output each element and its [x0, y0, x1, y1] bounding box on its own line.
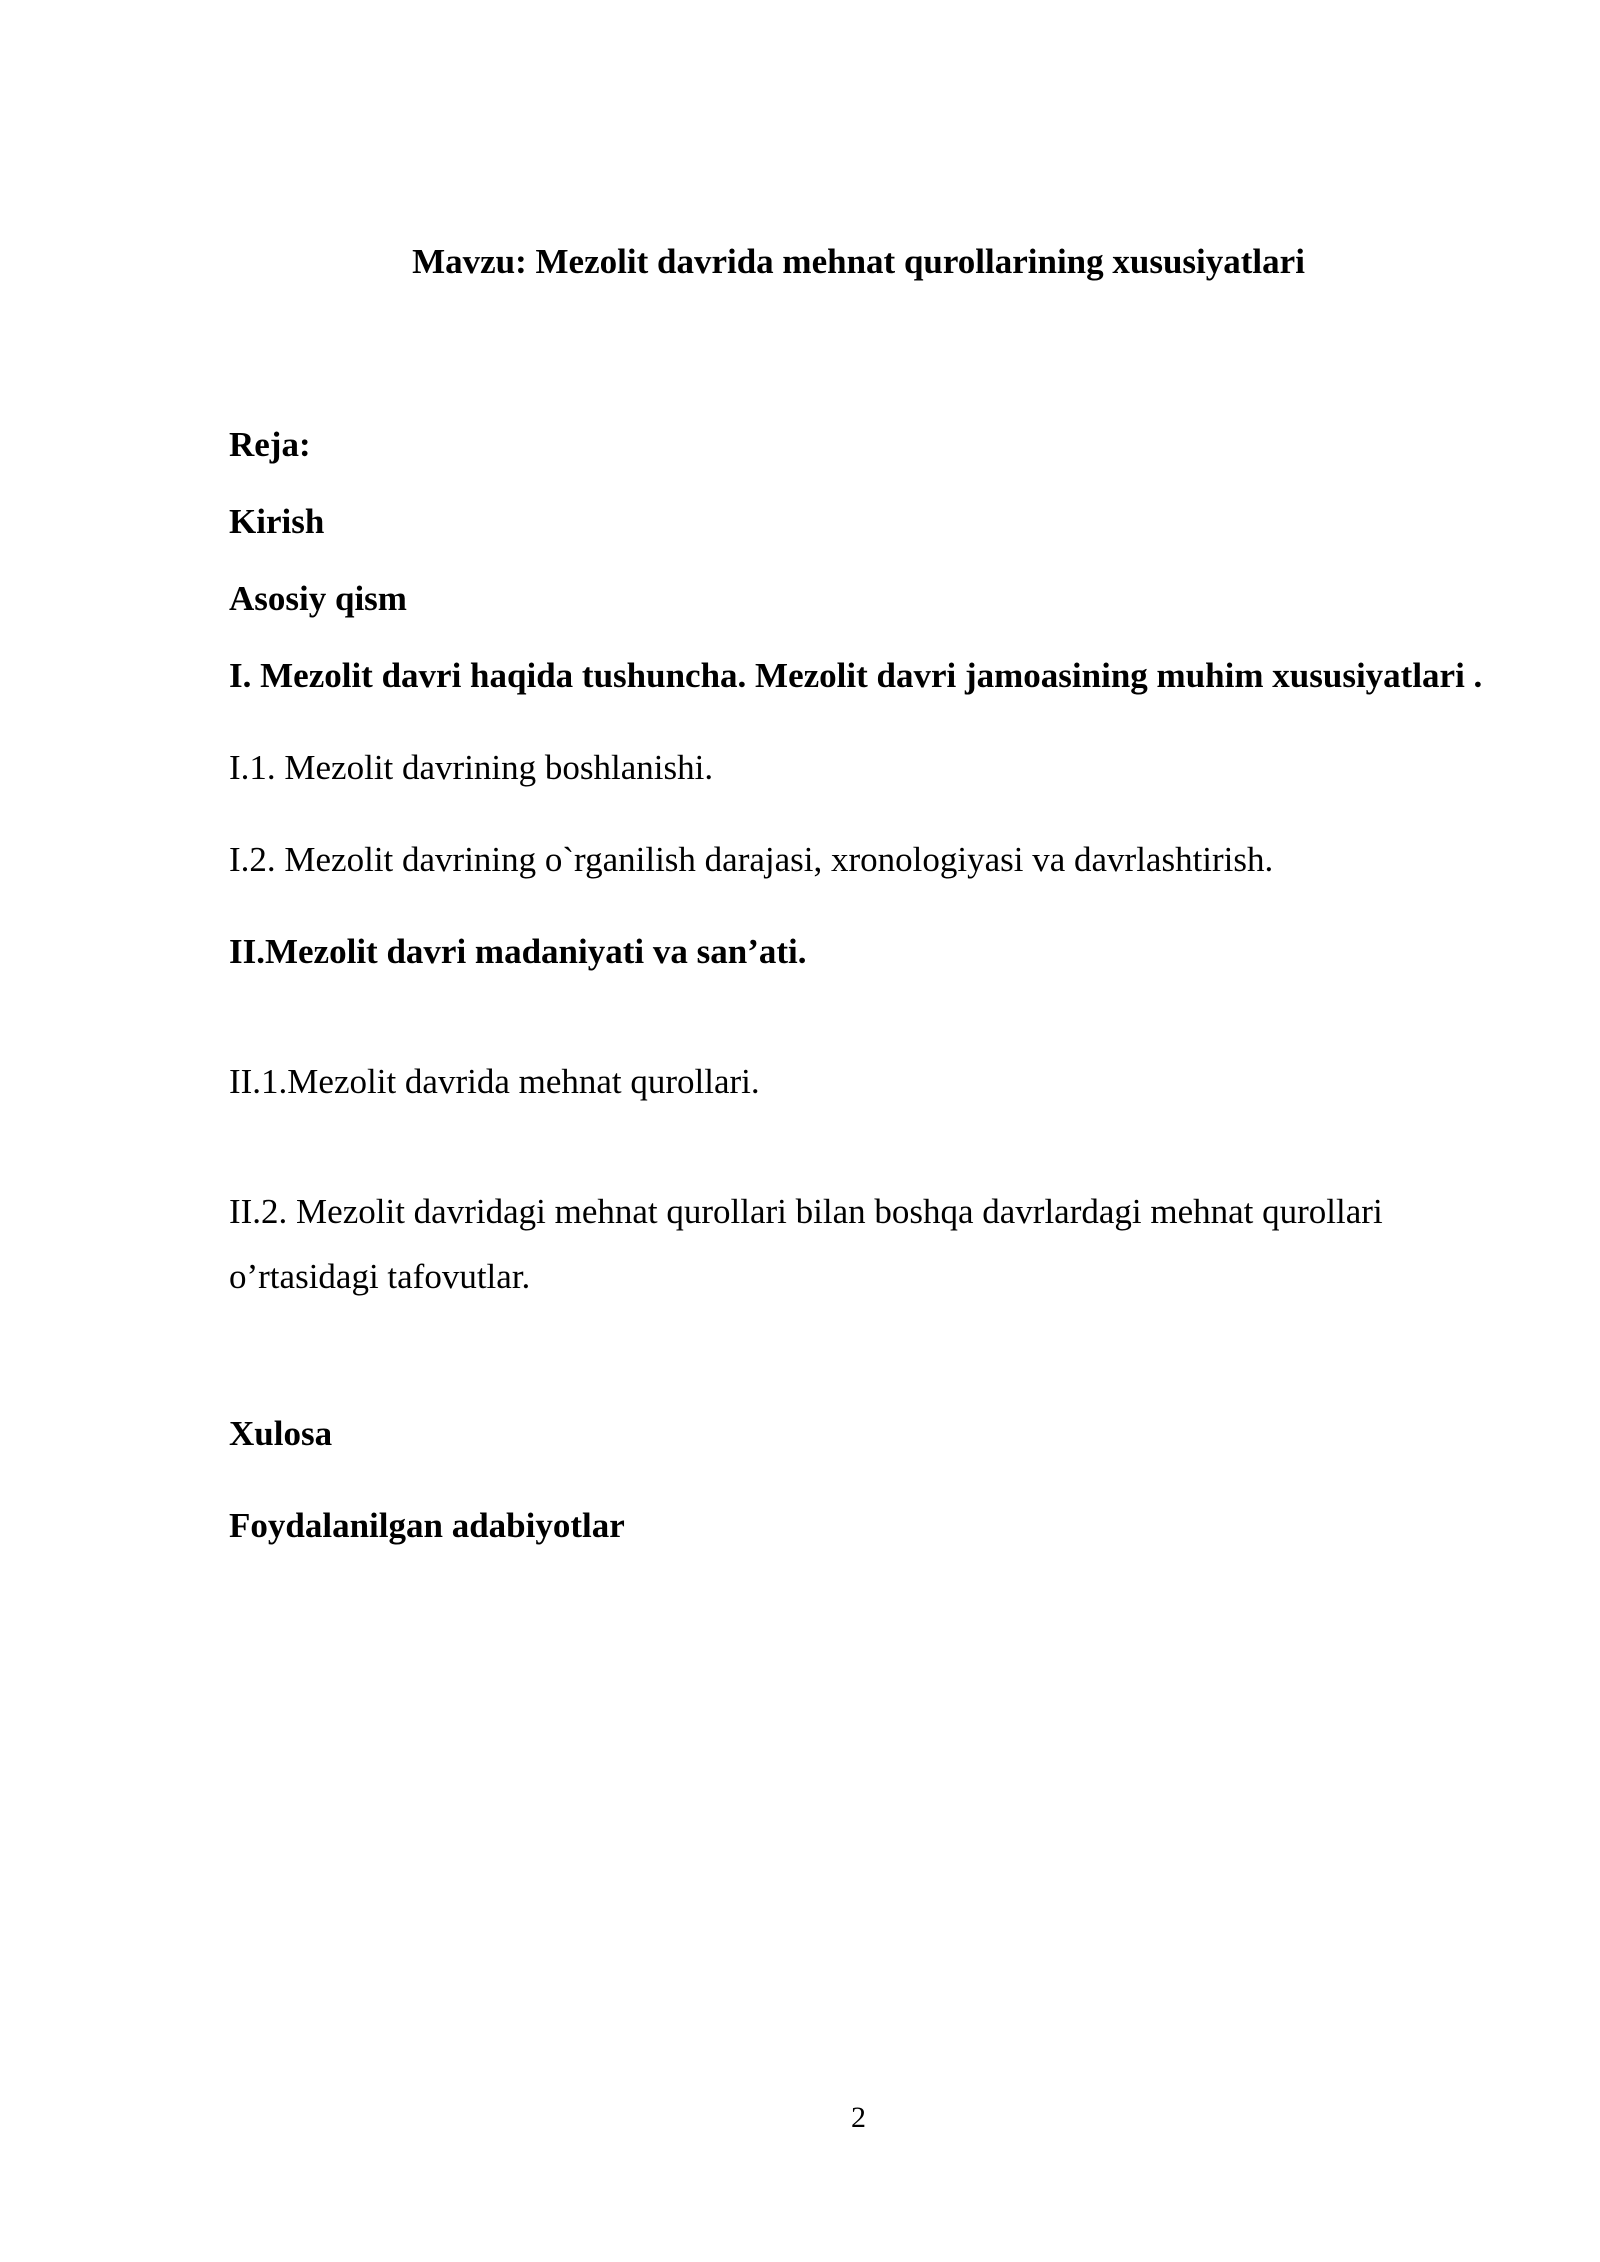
plan-item-section-2-2-continuation: o’rtasidagi tafovutlar.: [229, 1257, 531, 1296]
page-number: 2: [851, 2101, 866, 2134]
document-title: Mavzu: Mezolit davrida mehnat qurollarining xususiyatlari: [412, 242, 1305, 281]
plan-item-section-1-1: I.1. Mezolit davrining boshlanishi.: [229, 748, 714, 787]
plan-item-chapter-2: II.Mezolit davri madaniyati va san’ati.: [229, 932, 807, 971]
plan-heading: Reja:: [229, 425, 311, 464]
plan-item-main-part: Asosiy qism: [229, 579, 407, 618]
plan-item-section-1-2: I.2. Mezolit davrining o`rganilish darajasi, xronologiyasi va davrlashtirish.: [229, 840, 1274, 879]
plan-item-section-2-1: II.1.Mezolit davrida mehnat qurollari.: [229, 1062, 760, 1101]
plan-item-section-2-2: II.2. Mezolit davridagi mehnat qurollari bilan boshqa davrlardagi mehnat qurollari: [229, 1192, 1383, 1231]
plan-item-conclusion: Xulosa: [229, 1414, 333, 1453]
plan-item-introduction: Kirish: [229, 502, 325, 541]
plan-item-references: Foydalanilgan adabiyotlar: [229, 1506, 625, 1545]
plan-item-chapter-1: I. Mezolit davri haqida tushuncha. Mezolit davri jamoasining muhim xususiyatlari .: [229, 656, 1483, 695]
